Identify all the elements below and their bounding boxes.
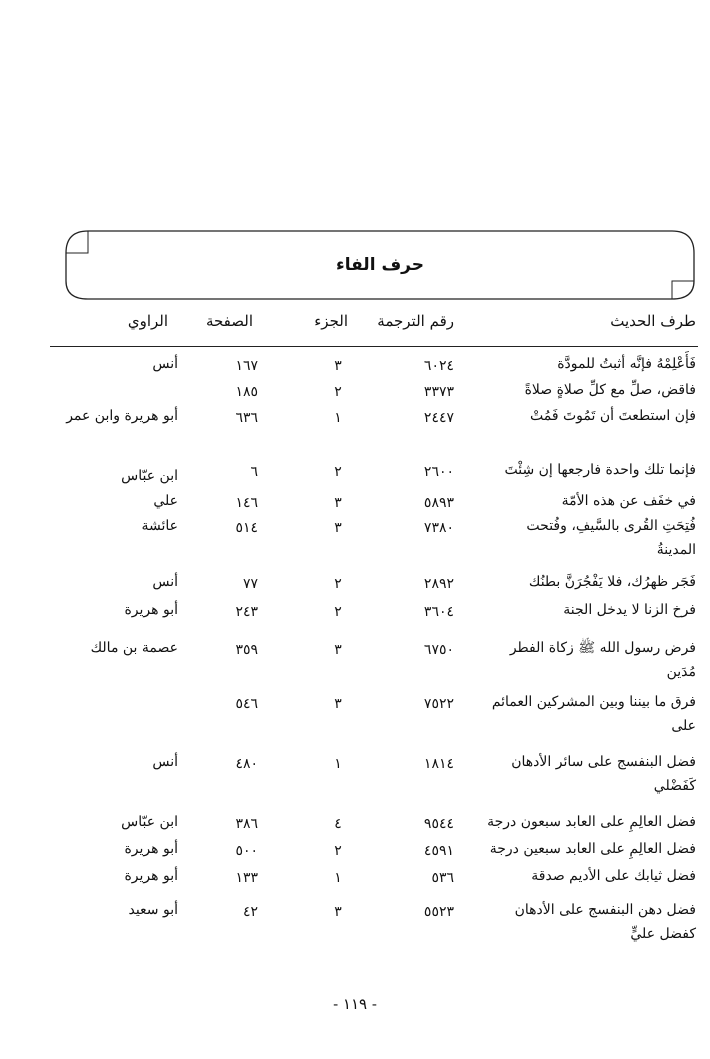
page-ref: ٥٤٦	[235, 696, 258, 712]
tarjama-number: ١٨١٤	[423, 756, 454, 772]
table-row	[50, 598, 698, 636]
table-row	[50, 404, 698, 458]
table-row	[50, 636, 698, 690]
juz-number: ٢	[334, 576, 342, 592]
page-ref: ٦٣٦	[235, 410, 258, 426]
hadith-text: فرق ما بيننا وبين المشركين العمائم على	[491, 694, 696, 734]
column-header-tarjama: رقم الترجمة	[377, 312, 454, 330]
hadith-text: فَأَعْلِمْهُ فإنَّه أثبتُ للمودَّة	[557, 356, 696, 372]
narrator-name: أبو هريرة	[124, 602, 178, 618]
narrator-name: أنس	[152, 574, 178, 590]
column-header-juz: الجزء	[314, 312, 348, 330]
page-ref: ٤٢	[242, 904, 258, 920]
page-ref: ١٤٦	[235, 495, 258, 511]
juz-number: ٣	[334, 696, 342, 712]
juz-number: ٣	[334, 904, 342, 920]
narrator-name: عائشة	[141, 518, 178, 534]
narrator-name: أنس	[152, 754, 178, 770]
tarjama-number: ٢٨٩٢	[423, 576, 454, 592]
page-ref: ٦	[250, 464, 258, 480]
juz-number: ٢	[334, 843, 342, 859]
tarjama-number: ٣٣٧٣	[423, 384, 454, 400]
table-row	[50, 352, 698, 378]
juz-number: ٣	[334, 642, 342, 658]
tarjama-number: ٥٨٩٣	[423, 495, 454, 511]
hadith-text: فإنما تلك واحدة فارجعها إن شِئْتَ	[504, 462, 696, 478]
page-ref: ١٨٥	[235, 384, 258, 400]
table-row	[50, 898, 698, 952]
hadith-text: فضل العالِمِ على العابد سبعين درجة	[489, 841, 696, 857]
page-ref: ٣٥٩	[235, 642, 258, 658]
juz-number: ٢	[334, 384, 342, 400]
tarjama-number: ٦٧٥٠	[423, 642, 454, 658]
tarjama-number: ٩٥٤٤	[423, 816, 454, 832]
juz-number: ٣	[334, 495, 342, 511]
narrator-name: أبو هريرة	[124, 841, 178, 857]
table-header	[50, 306, 698, 346]
juz-number: ١	[334, 870, 342, 886]
hadith-text: فإن استطعتَ أن تَمُوتَ فَمُتْ	[530, 408, 696, 424]
tarjama-number: ٣٦٠٤	[423, 604, 454, 620]
hadith-text: فضل البنفسج على سائر الأدهان كَفَضْلي	[511, 754, 696, 794]
tarjama-number: ٥٥٢٣	[423, 904, 454, 920]
table-row	[50, 837, 698, 864]
header-divider	[50, 346, 698, 347]
table-row	[50, 750, 698, 810]
narrator-name: أبو هريرة وابن عمر	[66, 408, 178, 424]
section-header-frame	[60, 225, 700, 305]
hadith-text: فُتِحَتِ القُرى بالسَّيفِ، وفُتحت المدينةُ	[526, 518, 696, 558]
table-row	[50, 514, 698, 570]
table-row	[50, 378, 698, 404]
page-ref: ٤٨٠	[235, 756, 258, 772]
narrator-name: أنس	[152, 356, 178, 372]
juz-number: ٣	[334, 358, 342, 374]
tarjama-number: ٦٠٢٤	[423, 358, 454, 374]
column-header-rawi: الراوي	[127, 312, 168, 330]
hadith-text: فَجَر ظهرُك، فلا يَفْجُرَنَّ بطنُك	[528, 574, 696, 590]
hadith-text: فاقض، صلِّ مع كلِّ صلاةٍ صلاةً	[524, 382, 696, 398]
table-row	[50, 810, 698, 837]
juz-number: ٢	[334, 464, 342, 480]
tarjama-number: ٤٥٩١	[423, 843, 454, 859]
page-ref: ٥١٤	[235, 520, 258, 536]
tarjama-number: ٢٦٠٠	[423, 464, 454, 480]
juz-number: ١	[334, 410, 342, 426]
hadith-text: فضل ثيابك على الأديم صدقة	[531, 868, 696, 884]
page-ref: ٢٤٣	[235, 604, 258, 620]
hadith-text: فضل العالِمِ على العابد سبعون درجة	[487, 814, 696, 830]
tarjama-number: ٧٥٢٢	[423, 696, 454, 712]
hadith-text: فرخ الزنا لا يدخل الجنة	[563, 602, 696, 618]
juz-number: ٢	[334, 604, 342, 620]
narrator-name: أبو سعيد	[128, 902, 178, 918]
table-row	[50, 570, 698, 598]
page-number: - ١١٩ -	[333, 995, 377, 1013]
narrator-name: ابن عبّاس	[121, 814, 178, 830]
table-row	[50, 458, 698, 489]
column-header-page: الصفحة	[205, 312, 253, 330]
table-row	[50, 489, 698, 514]
juz-number: ٤	[334, 816, 342, 832]
page-ref: ٥٠٠	[235, 843, 258, 859]
juz-number: ١	[334, 756, 342, 772]
hadith-text: فضل دهن البنفسج على الأدهان كفضل عليٍّ	[514, 902, 696, 942]
hadith-text: في خفَف عن هذه الأمّة	[561, 493, 696, 509]
hadith-text: فرض رسول الله ﷺ زكاة الفطر مُدَين	[509, 640, 696, 680]
narrator-name: ابن عبّاس	[121, 468, 178, 484]
tarjama-number: ٥٣٦	[431, 870, 454, 886]
narrator-name: أبو هريرة	[124, 868, 178, 884]
page-ref: ٣٨٦	[235, 816, 258, 832]
section-title: حرف الفاء	[336, 255, 425, 275]
tarjama-number: ٢٤٤٧	[423, 410, 454, 426]
table-row	[50, 864, 698, 898]
juz-number: ٣	[334, 520, 342, 536]
narrator-name: عصمة بن مالك	[90, 640, 178, 656]
table-row	[50, 690, 698, 750]
page-ref: ١٣٣	[235, 870, 258, 886]
narrator-name: علي	[153, 493, 178, 509]
page-ref: ٧٧	[242, 576, 258, 592]
tarjama-number: ٧٣٨٠	[423, 520, 454, 536]
page-ref: ١٦٧	[235, 358, 258, 374]
column-header-hadith: طرف الحديث	[610, 312, 696, 330]
